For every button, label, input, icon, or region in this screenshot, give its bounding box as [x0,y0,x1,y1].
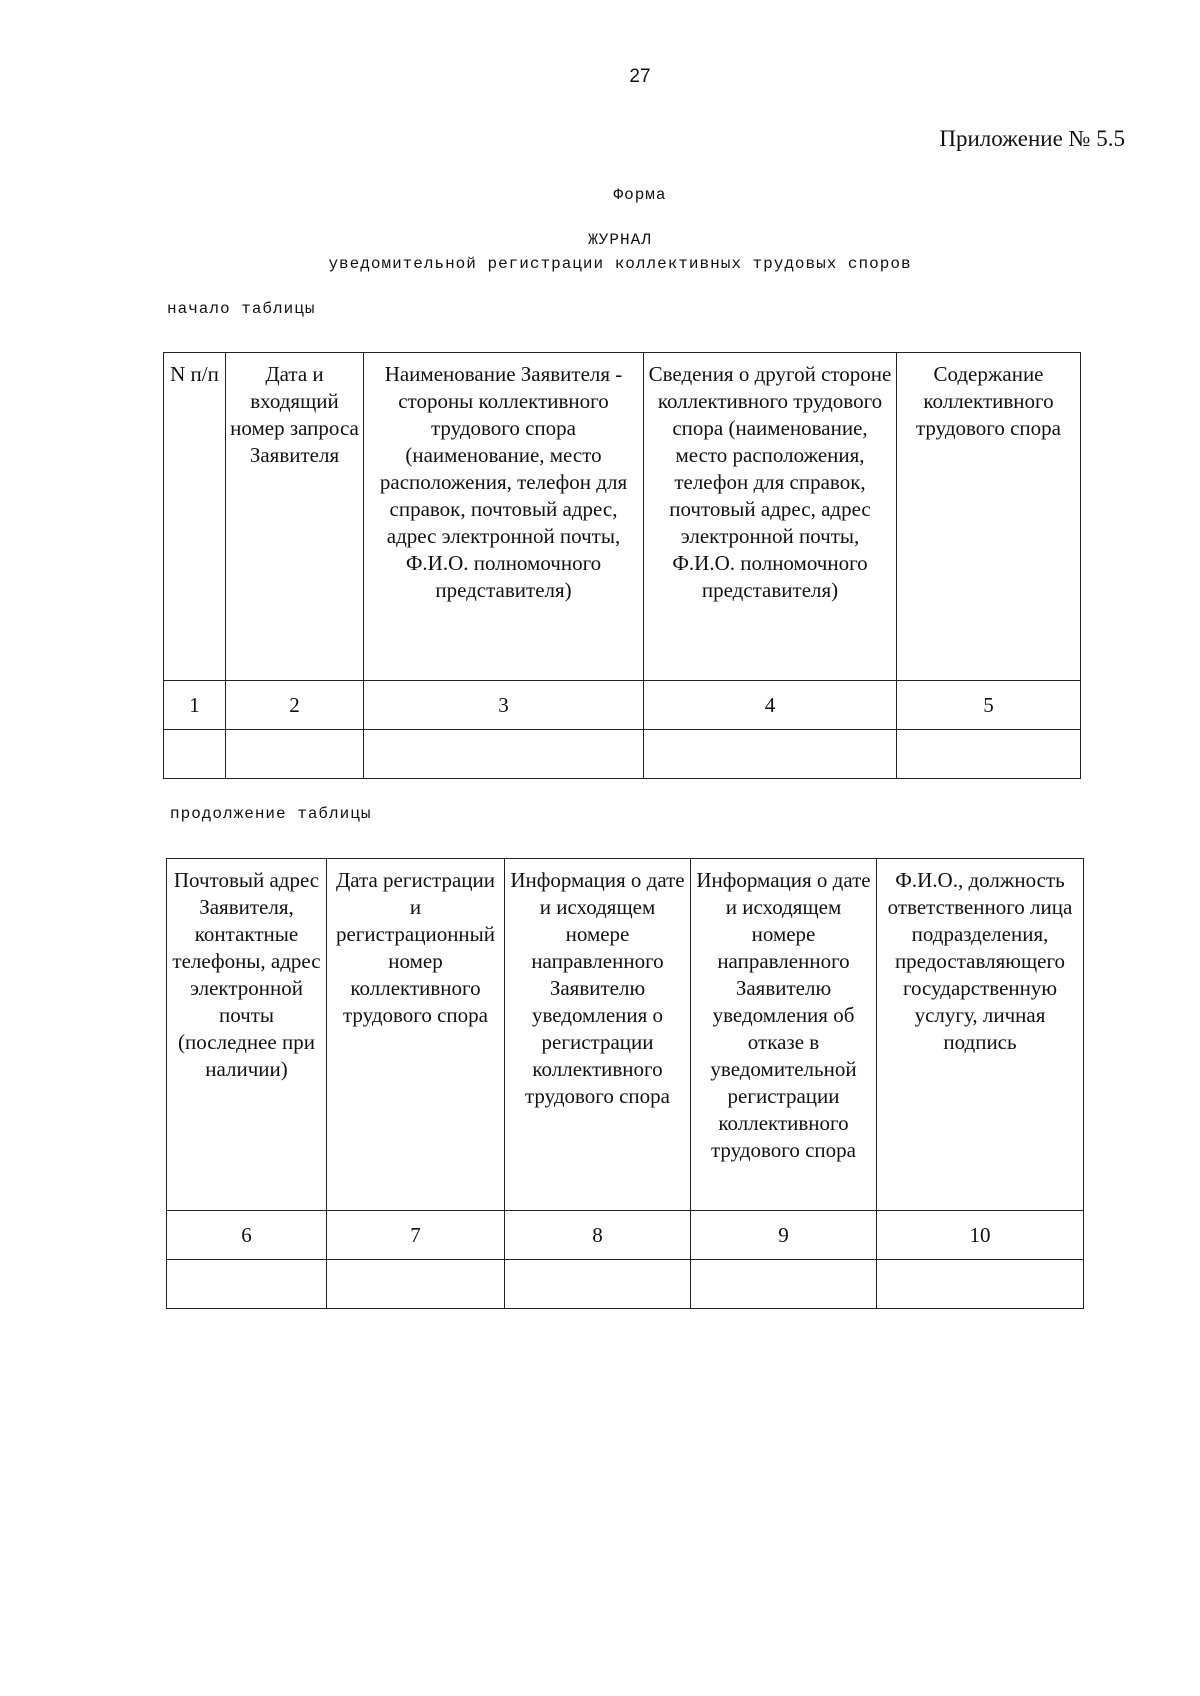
header-cell-registration-notice: Информация о дате и исходящем номере направленного Заявителю уведомления о регистрации коллективного трудового спора [505,859,691,1211]
empty-cell [327,1260,505,1309]
empty-cell [691,1260,877,1309]
table-start-caption: начало таблицы [167,300,316,318]
header-cell-refusal-notice: Информация о дате и исходящем номере направленного Заявителю уведомления об отказе в уведомительной регистрации коллективного трудового спора [691,859,877,1211]
journal-title: ЖУРНАЛ [588,231,652,249]
column-number: 10 [877,1211,1084,1260]
header-cell-dispute-content: Содержание коллективного трудового спора [897,353,1081,681]
empty-cell [897,730,1081,779]
journal-table-start [163,352,1081,779]
empty-cell [226,730,364,779]
page-number: 27 [629,66,651,87]
empty-entry-row [164,730,1081,779]
header-cell-other-party: Сведения о другой стороне коллективного трудового спора (наименование, место расположения, телефон для справок, почтовый адрес, адрес электронной почты, Ф.И.О. полномочного представителя) [644,353,897,681]
header-cell-responsible-person: Ф.И.О., должность ответственного лица подразделения, предоставляющего государственную услугу, личная подпись [877,859,1084,1211]
column-number: 2 [226,681,364,730]
empty-cell [877,1260,1084,1309]
column-number: 3 [364,681,644,730]
empty-cell [167,1260,327,1309]
journal-table-continuation [166,858,1084,1309]
column-number: 7 [327,1211,505,1260]
column-number-row [164,681,1081,730]
table-continuation-caption: продолжение таблицы [170,805,372,823]
empty-entry-row [167,1260,1084,1309]
form-label: Форма [613,186,667,204]
column-number-row [167,1211,1084,1260]
appendix-label: Приложение № 5.5 [939,126,1125,151]
column-number: 8 [505,1211,691,1260]
header-cell-number: N п/п [164,353,226,681]
header-cell-postal-address: Почтовый адрес Заявителя, контактные телефоны, адрес электронной почты (последнее при наличии) [167,859,327,1211]
column-number: 9 [691,1211,877,1260]
table-header-row [167,859,1084,1211]
empty-cell [364,730,644,779]
header-cell-applicant-name: Наименование Заявителя - стороны коллективного трудового спора (наименование, место расположения, телефон для справок, почтовый адрес, адрес электронной почты, Ф.И.О. полномочного представителя) [364,353,644,681]
header-cell-request-date: Дата и входящий номер запроса Заявителя [226,353,364,681]
column-number: 5 [897,681,1081,730]
column-number: 4 [644,681,897,730]
empty-cell [164,730,226,779]
empty-cell [644,730,897,779]
header-cell-registration-date: Дата регистрации и регистрационный номер коллективного трудового спора [327,859,505,1211]
table-header-row [164,353,1081,681]
journal-subtitle: уведомительной регистрации коллективных трудовых споров [328,255,912,273]
empty-cell [505,1260,691,1309]
column-number: 6 [167,1211,327,1260]
column-number: 1 [164,681,226,730]
